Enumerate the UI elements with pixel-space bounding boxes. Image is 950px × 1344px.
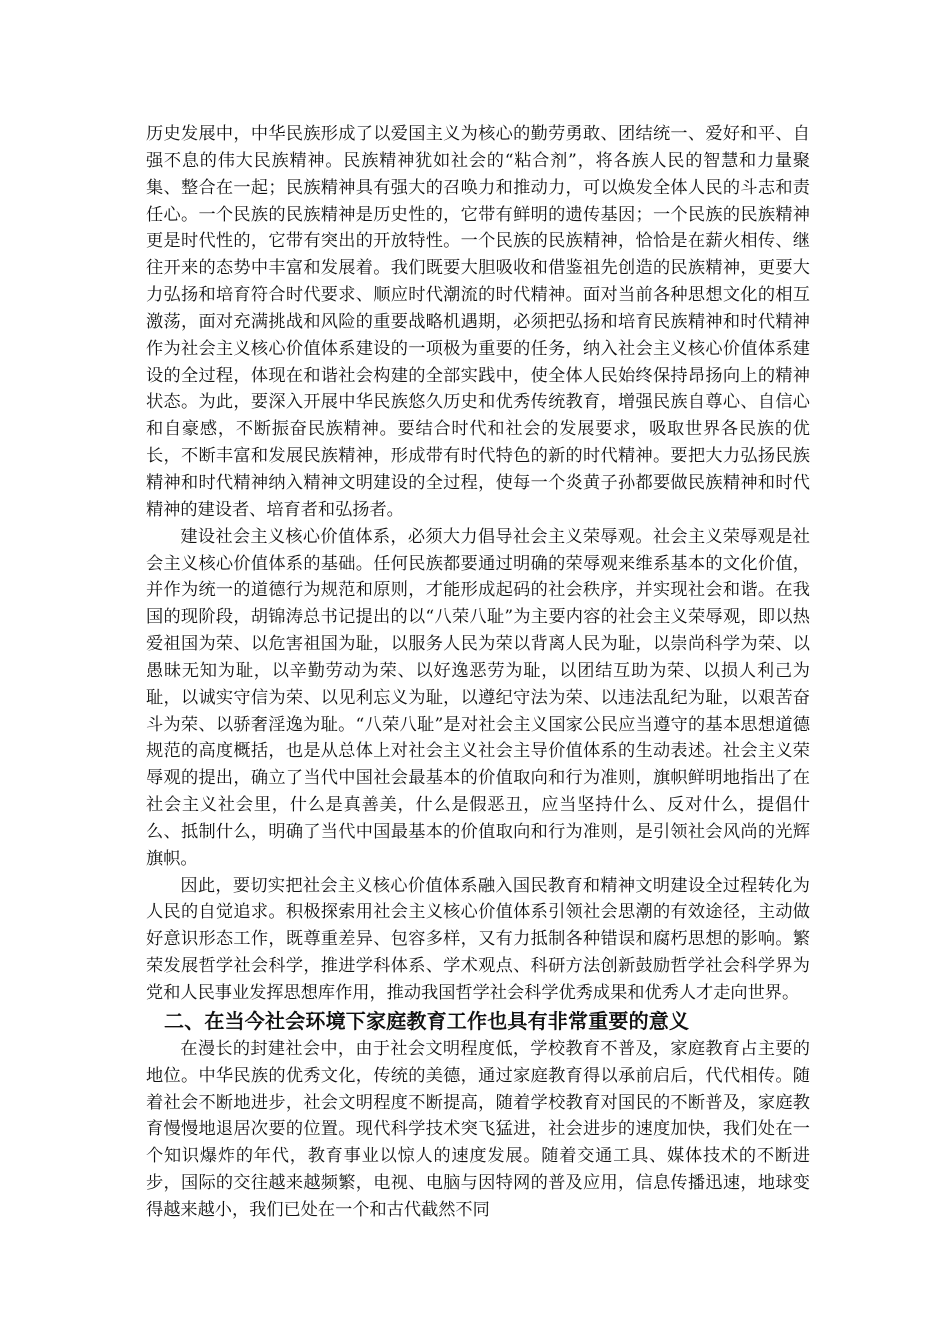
section-heading-family-education: 二、在当今社会环境下家庭教育工作也具有非常重要的意义 <box>164 1008 690 1033</box>
document-page <box>146 121 810 1224</box>
paragraph-socialist-honor-concept: 建设社会主义核心价值体系，必须大力倡导社会主义荣辱观。社会主义荣辱观是社会主义核心价值体系的基础。任何民族都要通过明确的荣辱观来维系基本的文化价值，并作为统一的道德行为规范和原则，才能形成起码的社会秩序，并实现社会和谐。在我国的现阶段，胡锦涛总书记提出的以“八荣八耻”为主要内容的社会主义荣辱观，即以热爱祖国为荣、以危害祖国为耻，以服务人民为荣以背离人民为耻，以崇尚科学为荣、以愚昧无知为耻，以辛勤劳动为荣、以好逸恶劳为耻，以团结互助为荣、以损人利己为耻，以诚实守信为荣、以见利忘义为耻，以遵纪守法为荣、以违法乱纪为耻，以艰苦奋斗为荣、以骄奢淫逸为耻。“八荣八耻”是对社会主义国家公民应当遵守的基本思想道德规范的高度概括，也是从总体上对社会主义社会主导价值体系的生动表述。社会主义荣辱观的提出，确立了当代中国社会最基本的价值取向和行为准则，旗帜鲜明地指出了在社会主义社会里，什么是真善美，什么是假恶丑，应当坚持什么、反对什么，提倡什么、抵制什么，明确了当代中国最基本的价值取向和行为准则，是引领社会风尚的光辉旗帜。 <box>146 526 810 869</box>
paragraph-family-education-history: 在漫长的封建社会中，由于社会文明程度低，学校教育不普及，家庭教育占主要的地位。中华民族的优秀文化，传统的美德，通过家庭教育得以承前启后，代代相传。随着社会不断地进步，社会文明程度不断提高，随着学校教育对国民的不断普及，家庭教育慢慢地退居次要的位置。现代科学技术突飞猛进，社会进步的速度加快，我们处在一个知识爆炸的年代，教育事业以惊人的速度发展。随着交通工具、媒体技术的不断进步，国际的交往越来越频繁，电视、电脑与因特网的普及应用，信息传播迅速，地球变得越来越小，我们已处在一个和古代截然不同 <box>146 1038 810 1220</box>
paragraph-core-value-integration: 因此，要切实把社会主义核心价值体系融入国民教育和精神文明建设全过程转化为人民的自觉追求。积极探索用社会主义核心价值体系引领社会思潮的有效途径，主动做好意识形态工作，既尊重差异、包容多样，又有力抵制各种错误和腐朽思想的影响。繁荣发展哲学社会科学，推进学科体系、学术观点、科研方法创新鼓励哲学社会科学界为党和人民事业发挥思想库作用，推动我国哲学社会科学优秀成果和优秀人才走向世界。 <box>146 875 810 1003</box>
paragraph-national-spirit: 历史发展中，中华民族形成了以爱国主义为核心的勤劳勇敢、团结统一、爱好和平、自强不息的伟大民族精神。民族精神犹如社会的“粘合剂”，将各族人民的智慧和力量聚集、整合在一起；民族精神具有强大的召唤力和推动力，可以焕发全体人民的斗志和责任心。一个民族的民族精神是历史性的，它带有鲜明的遗传基因；一个民族的民族精神更是时代性的，它带有突出的开放特性。一个民族的民族精神，恰恰是在薪火相传、继往开来的态势中丰富和发展着。我们既要大胆吸收和借鉴祖先创造的民族精神，更要大力弘扬和培育符合时代要求、顺应时代潮流的时代精神。面对当前各种思想文化的相互激荡，面对充满挑战和风险的重要战略机遇期，必须把弘扬和培育民族精神和时代精神作为社会主义核心价值体系建设的一项极为重要的任务，纳入社会主义核心价值体系建设的全过程，体现在和谐社会构建的全部实践中，使全体人民始终保持昂扬向上的精神状态。为此，要深入开展中华民族悠久历史和优秀传统教育，增强民族自尊心、自信心和自豪感，不断振奋民族精神。要结合时代和社会的发展要求，吸取世界各民族的优长，不断丰富和发展民族精神，形成带有时代特色的新的时代精神。要把大力弘扬民族精神和时代精神纳入精神文明建设的全过程，使每一个炎黄子孙都要做民族精神和时代精神的建设者、培育者和弘扬者。 <box>146 124 810 520</box>
